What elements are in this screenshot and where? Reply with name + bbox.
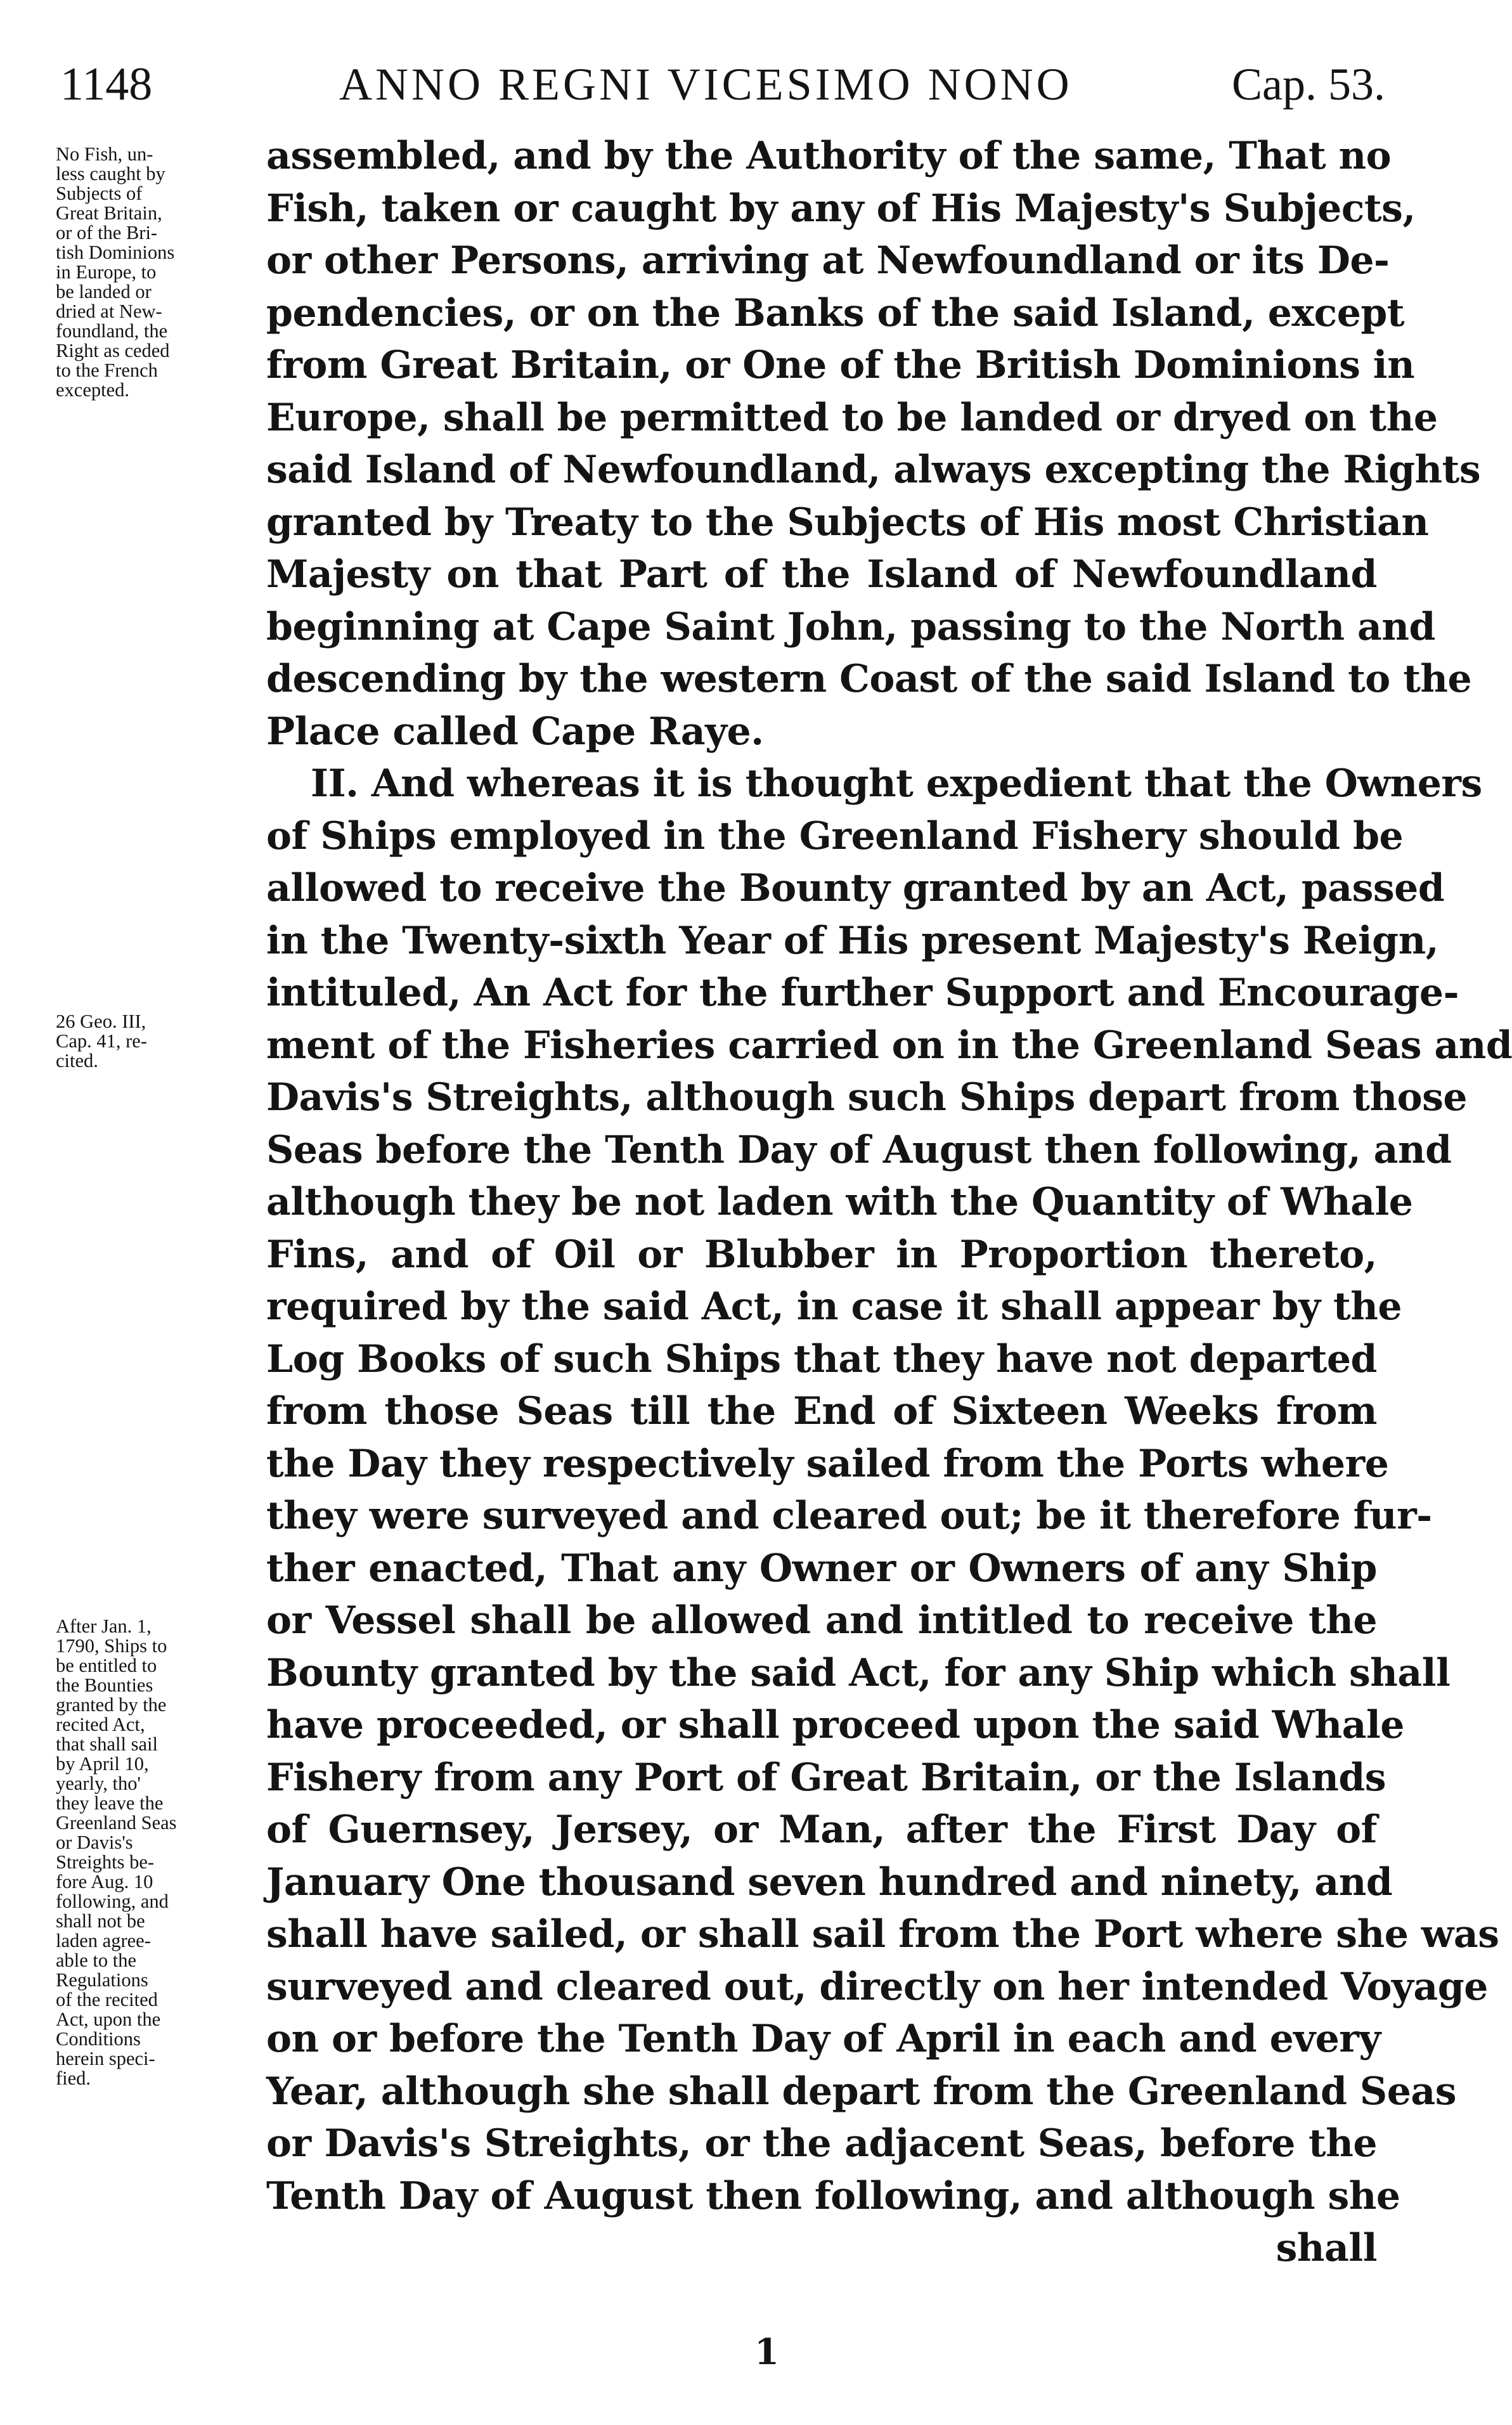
margin-note-fish-landing: No Fish, un- less caught by Subjects of Great Britain, or of the Bri- tish Dominions in Europe, to be landed or dried at New- foundland, the Right as ceded to the French excepted. bbox=[56, 143, 175, 401]
catchword: shall bbox=[1276, 2226, 1377, 2270]
page-number: 1148 bbox=[60, 58, 153, 110]
body-line: required by the said Act, in case it shall appear by the bbox=[266, 1284, 1402, 1329]
body-line: Seas before the Tenth Day of August then following, and bbox=[266, 1127, 1452, 1172]
section-start-line: II. And whereas it is thought expedient that the Owners bbox=[311, 761, 1482, 806]
body-line: Majesty on that Part of the Island of Newfoundland bbox=[266, 552, 1377, 597]
body-line: granted by Treaty to the Subjects of His most Christian bbox=[266, 500, 1429, 545]
body-line: Davis's Streights, although such Ships depart from those bbox=[266, 1075, 1468, 1120]
body-line: shall have sailed, or shall sail from the Port where she was bbox=[266, 1912, 1499, 1956]
body-line: ther enacted, That any Owner or Owners of any Ship bbox=[266, 1546, 1377, 1591]
body-line: from those Seas till the End of Sixteen Weeks from bbox=[266, 1389, 1377, 1433]
body-line: Bounty granted by the said Act, for any Ship which shall bbox=[266, 1650, 1451, 1695]
body-line: said Island of Newfoundland, always excepting the Rights bbox=[266, 448, 1481, 492]
margin-note-statute-recited: 26 Geo. III, Cap. 41, re- cited. bbox=[56, 1011, 147, 1071]
body-line: Year, although she shall depart from the Greenland Seas bbox=[266, 2069, 1457, 2114]
body-line: surveyed and cleared out, directly on her intended Voyage bbox=[266, 1964, 1488, 2009]
body-line: Fishery from any Port of Great Britain, or the Islands bbox=[266, 1755, 1386, 1800]
body-line: allowed to receive the Bounty granted by an Act, passed bbox=[266, 866, 1445, 910]
body-line: intituled, An Act for the further Support and Encourage- bbox=[266, 971, 1459, 1015]
body-text bbox=[266, 130, 1512, 2275]
body-line: ment of the Fisheries carried on in the Greenland Seas and bbox=[266, 1023, 1512, 1068]
chapter-label: Cap. 53. bbox=[1232, 59, 1385, 110]
body-line: from Great Britain, or One of the British Dominions in bbox=[266, 343, 1415, 387]
body-line: Europe, shall be permitted to be landed or dryed on the bbox=[266, 395, 1438, 440]
body-line: the Day they respectively sailed from the Ports where bbox=[266, 1441, 1389, 1486]
body-line: of Guernsey, Jersey, or Man, after the First Day of bbox=[266, 1807, 1377, 1852]
body-line: Fins, and of Oil or Blubber in Proportion thereto, bbox=[266, 1232, 1377, 1277]
running-head: ANNO REGNI VICESIMO NONO bbox=[339, 59, 1073, 110]
body-line: although they be not laden with the Quantity of Whale bbox=[266, 1180, 1413, 1224]
body-line: Tenth Day of August then following, and although she bbox=[266, 2173, 1400, 2218]
margin-note-bounties: After Jan. 1, 1790, Ships to be entitled to the Bounties granted by the recited Act, that shall sail by April 10, yearly, tho' they leave the Greenland Seas or Davis's Streights be- fore Aug. 10 following, and shall not be laden agree- able to the Regulations of the recited Act, upon the Conditions herein speci- fied. bbox=[56, 1615, 177, 2089]
body-line: Place called Cape Raye. bbox=[266, 709, 764, 754]
signature-mark: 1 bbox=[754, 2331, 779, 2373]
body-line: on or before the Tenth Day of April in each and every bbox=[266, 2017, 1381, 2061]
body-line: or other Persons, arriving at Newfoundland or its De- bbox=[266, 238, 1390, 283]
body-line: pendencies, or on the Banks of the said Island, except bbox=[266, 290, 1405, 335]
page-header bbox=[60, 49, 1385, 119]
body-line: in the Twenty-sixth Year of His present Majesty's Reign, bbox=[266, 918, 1439, 963]
body-line: beginning at Cape Saint John, passing to the North and bbox=[266, 604, 1435, 649]
body-line: have proceeded, or shall proceed upon the said Whale bbox=[266, 1703, 1404, 1747]
body-line: January One thousand seven hundred and ninety, and bbox=[266, 1859, 1393, 1904]
body-line: or Vessel shall be allowed and intitled to receive the bbox=[266, 1598, 1377, 1643]
body-line: or Davis's Streights, or the adjacent Seas, before the bbox=[266, 2121, 1377, 2166]
body-line: of Ships employed in the Greenland Fishery should be bbox=[266, 813, 1404, 858]
body-line: they were surveyed and cleared out; be it therefore fur- bbox=[266, 1494, 1432, 1538]
body-line: assembled, and by the Authority of the same, That no bbox=[266, 134, 1392, 178]
body-line: Log Books of such Ships that they have not departed bbox=[266, 1336, 1377, 1381]
body-line: Fish, taken or caught by any of His Majesty's Subjects, bbox=[266, 186, 1416, 231]
body-line: descending by the western Coast of the said Island to the bbox=[266, 657, 1472, 701]
